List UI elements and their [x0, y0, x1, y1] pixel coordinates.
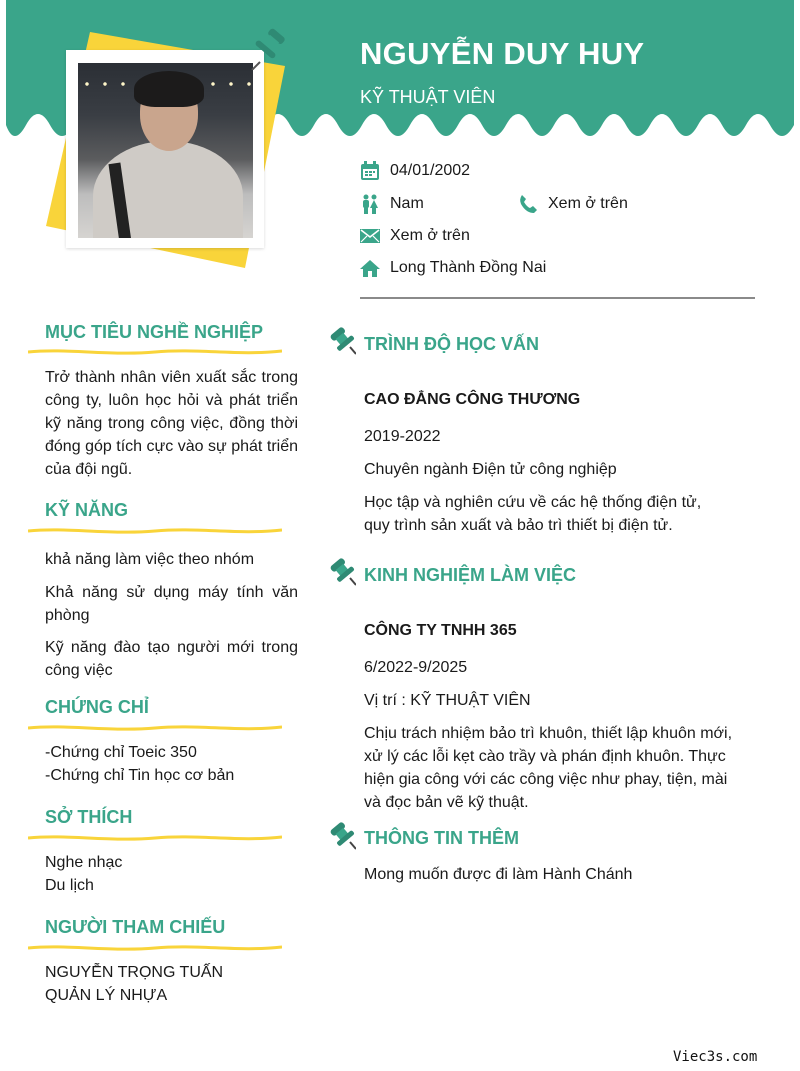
birthday-value: 04/01/2002 — [390, 162, 471, 179]
reference-name: NGUYỄN TRỌNG TUẤN — [45, 964, 224, 981]
gender-row — [360, 194, 424, 214]
skill-item: Khả năng sử dụng máy tính văn phòng — [45, 584, 298, 624]
section-underline — [28, 833, 282, 843]
reference-role: QUẢN LÝ NHỰA — [45, 987, 168, 1004]
certificates-title: CHỨNG CHỈ — [45, 697, 149, 717]
section-underline — [28, 526, 282, 536]
objective-text: Trở thành nhân viên xuất sắc trong công ty, luôn học hỏi và phát triển kỹ năng trong công việc, đồng thời đóng góp tích cực vào sự phát triển của đội ngũ. — [45, 369, 298, 478]
birthday-row — [360, 161, 470, 181]
certificate-item: -Chứng chỉ Toeic 350 — [45, 744, 197, 761]
hobbies-title: SỞ THÍCH — [45, 807, 133, 827]
hobby-item: Nghe nhạc — [45, 854, 123, 871]
phone-icon — [518, 194, 538, 214]
home-icon — [360, 258, 380, 278]
profile-photo — [78, 63, 253, 238]
reference-title: NGƯỜI THAM CHIẾU — [45, 917, 226, 937]
gender-value: Nam — [390, 195, 424, 212]
company-name: CÔNG TY TNHH 365 — [364, 622, 517, 639]
email-icon — [360, 226, 380, 246]
pushpin-icon — [250, 24, 290, 70]
skill-item: Kỹ năng đào tạo người mới trong công việc — [45, 639, 298, 679]
section-underline — [28, 347, 282, 357]
hobby-item: Du lịch — [45, 877, 94, 894]
candidate-name: NGUYỄN DUY HUY — [360, 36, 645, 71]
extra-info-text: Mong muốn được đi làm Hành Chánh — [364, 866, 633, 883]
education-major: Chuyên ngành Điện tử công nghiệp — [364, 461, 617, 478]
phone-value: Xem ở trên — [548, 195, 628, 212]
extra-info-title: THÔNG TIN THÊM — [364, 828, 519, 848]
work-years: 6/2022-9/2025 — [364, 659, 468, 676]
address-value: Long Thành Đồng Nai — [390, 259, 547, 276]
calendar-icon — [360, 161, 380, 181]
footer-brand: Viec3s.com — [673, 1049, 758, 1065]
candidate-job-title: KỸ THUẬT VIÊN — [360, 87, 496, 107]
education-title: TRÌNH ĐỘ HỌC VẤN — [364, 334, 539, 354]
education-description: Học tập và nghiên cứu về các hệ thống điện tử, quy trình sản xuất và bảo trì thiết bị điện tử. — [364, 494, 702, 534]
pushpin-icon — [330, 822, 356, 850]
section-underline — [28, 723, 282, 733]
pushpin-icon — [330, 327, 356, 355]
skills-title: KỸ NĂNG — [45, 500, 129, 520]
work-position: Vị trí : KỸ THUẬT VIÊN — [364, 692, 531, 709]
school-name: CAO ĐẲNG CÔNG THƯƠNG — [364, 391, 581, 408]
work-description: Chịu trách nhiệm bảo trì khuôn, thiết lập khuôn mới, xử lý các lỗi kẹt cào trầy và phán định khuôn. Thực hiện gia công với các công việc như phay, tiện, mài và đọc bản vẽ kỹ thuật. — [364, 725, 733, 811]
education-years: 2019-2022 — [364, 428, 441, 445]
skill-item: khả năng làm việc theo nhóm — [45, 551, 255, 568]
pushpin-icon — [330, 558, 356, 586]
email-row — [360, 226, 470, 246]
certificate-item: -Chứng chỉ Tin học cơ bản — [45, 767, 235, 784]
email-value: Xem ở trên — [390, 227, 470, 244]
phone-row — [518, 194, 628, 214]
experience-title: KINH NGHIỆM LÀM VIỆC — [364, 565, 577, 585]
objective-title: MỤC TIÊU NGHỀ NGHIỆP — [45, 322, 264, 342]
profile-photo-frame — [66, 50, 264, 248]
address-row — [360, 258, 546, 278]
section-underline — [28, 943, 282, 953]
gender-icon — [360, 194, 380, 214]
info-divider — [360, 297, 755, 299]
